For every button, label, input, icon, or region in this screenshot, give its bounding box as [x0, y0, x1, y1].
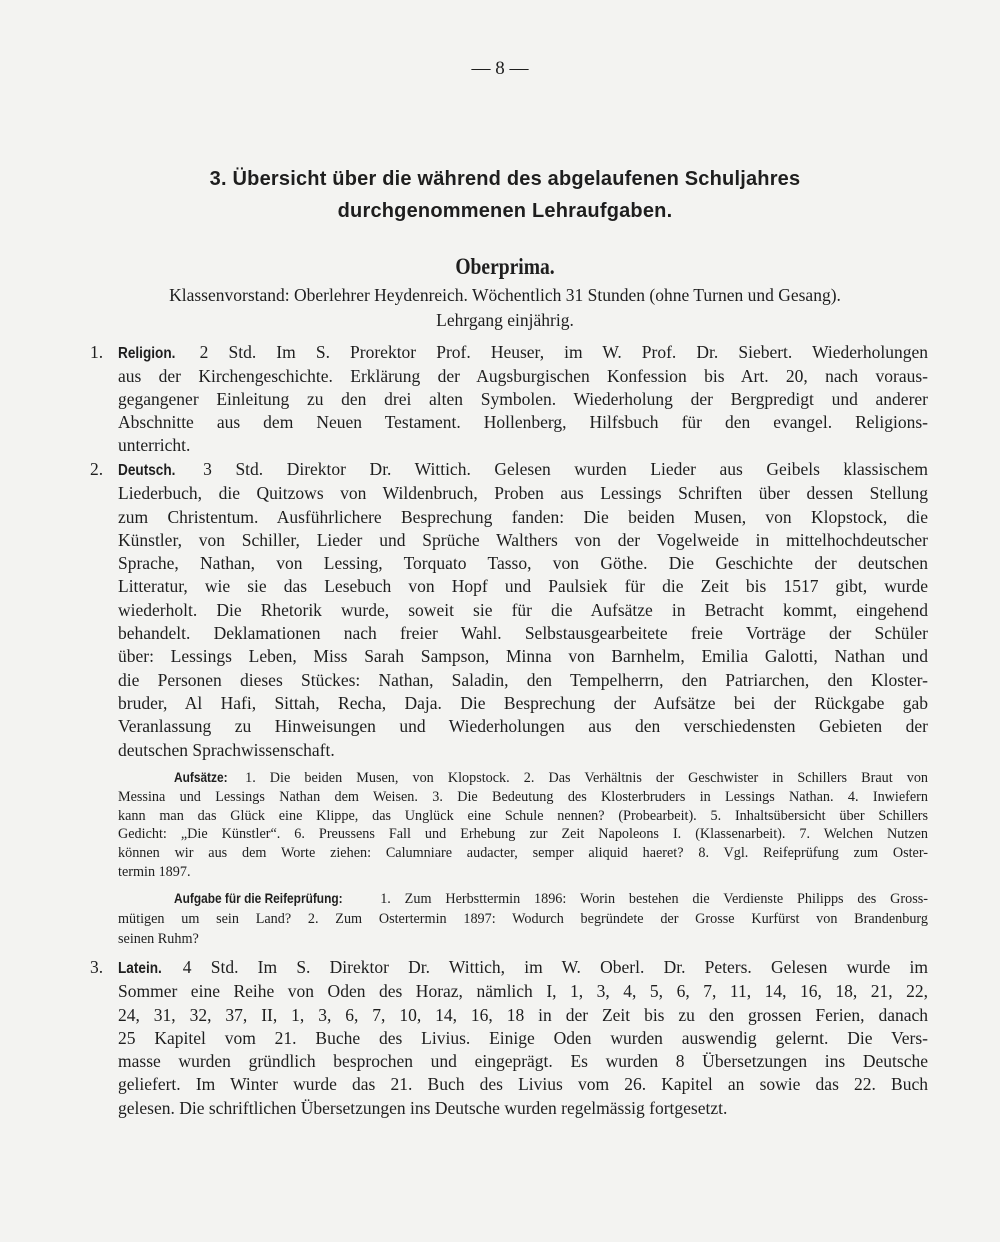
- subject-latein: [90, 956, 928, 1120]
- class-info: Klassenvorstand: Oberlehrer Heydenreich. Wöchentlich 31 Stunden (ohne Turnen und Gesang).: [169, 285, 841, 305]
- subject-heading: Religion.: [118, 345, 176, 362]
- text-line: [118, 622, 928, 645]
- text-line: [118, 552, 928, 575]
- line-text: unterricht.: [118, 435, 191, 455]
- text-line: [118, 844, 928, 863]
- line-text: gegangener Einleitung zu den drei alten Symbolen. Wiederholung der Bergpredigt und anderer: [118, 389, 928, 409]
- text-line: [118, 1097, 928, 1120]
- text-line: [118, 980, 928, 1003]
- text-line: [118, 482, 928, 505]
- line-text: geliefert. Im Winter wurde das 21. Buch des Livius vom 26. Kapitel an sowie das 22. Buch: [118, 1074, 928, 1095]
- line-text: können wir aus dem Worte ziehen: Calumniare audacter, semper aliquid haeret? 8. Vgl. Reifeprüfung zum Oster-: [118, 845, 928, 862]
- line-text: 4 Std. Im S. Direktor Dr. Wittich, im W. Oberl. Dr. Peters. Gelesen wurde im: [182, 957, 928, 977]
- subject-heading: Aufsätze:: [174, 769, 228, 785]
- text-line: [90, 956, 928, 980]
- subject-number: 3.: [90, 957, 104, 977]
- text-line: [118, 692, 928, 715]
- section-title-continued: durchgenommenen Lehraufgaben.: [337, 200, 673, 222]
- text-line: [118, 1027, 928, 1050]
- line-text: aus der Kirchengeschichte. Erklärung der Augsburgischen Konfession bis Art. 20, nach voraus-: [118, 366, 928, 386]
- line-text: 2 Std. Im S. Prorektor Prof. Heuser, im W. Prof. Dr. Siebert. Wiederholungen: [199, 342, 928, 362]
- line-text: Gedicht: „Die Künstler“. 6. Preussens Fall und Erhebung zur Zeit Napoleons I. (Klassenarbeit). 7. Welchen Nutzen: [118, 826, 928, 843]
- line-text: 1. Die beiden Musen, von Klopstock. 2. Das Verhältnis der Geschwister in Schillers Braut von: [245, 770, 929, 786]
- text-line: [118, 715, 928, 738]
- section-title: 3. Übersicht über die während des abgelaufenen Schuljahres: [209, 168, 801, 190]
- line-text: bruder, Al Hafi, Sittah, Recha, Daja. Die Besprechung der Aufsätze bei der Rückgabe gab: [118, 692, 928, 713]
- line-text: Sprache, Nathan, von Lessing, Torquato Tasso, von Göthe. Die Geschichte der deutschen: [118, 553, 928, 574]
- class-heading: Oberprima.: [455, 254, 555, 279]
- subject-number: 1.: [90, 342, 104, 362]
- text-line: [118, 739, 928, 762]
- text-line: [118, 645, 928, 668]
- line-text: zum Christentum. Ausführlichere Besprechung fanden: Die beiden Musen, von Klopstock, die: [118, 506, 928, 527]
- text-line: [118, 825, 928, 844]
- text-line: [118, 768, 928, 788]
- line-text: 25 Kapitel vom 21. Buche des Livius. Einige Oden wurden auswendig gelernt. Die Vers-: [118, 1027, 928, 1048]
- text-line: [118, 506, 928, 529]
- line-text: Liederbuch, die Quitzows von Wildenbruch, Proben aus Lessings Schriften über dessen Stellung: [118, 483, 928, 504]
- text-line: [118, 434, 928, 457]
- line-text: 24, 31, 32, 37, II, 1, 3, 6, 7, 10, 14, 16, 18 in der Zeit bis zu den grossen Ferien, danach: [118, 1004, 928, 1025]
- text-line: [118, 388, 928, 411]
- page-number: — 8 —: [471, 58, 529, 79]
- line-text: Veranlassung zu Hinweisungen und Wiederholungen aus den verschiedensten Gebieten der: [118, 716, 928, 737]
- line-text: kann man das Glück eine Klippe, das Unglück eine Schule nennen? (Probearbeit). 5. Inhaltsübersicht über Schillers: [118, 807, 928, 824]
- subject-heading: Deutsch.: [118, 462, 176, 479]
- text-line: [118, 599, 928, 622]
- text-line: [118, 788, 928, 807]
- text-line: [90, 458, 928, 482]
- line-text: seinen Ruhm?: [118, 931, 199, 947]
- text-line: [118, 575, 928, 598]
- text-line: [118, 1050, 928, 1073]
- line-text: termin 1897.: [118, 863, 191, 880]
- text-line: [118, 669, 928, 692]
- line-text: Abschnitte aus dem Neuen Testament. Hollenberg, Hilfsbuch für den evangel. Religions-: [118, 412, 928, 432]
- subject-aufsaetze: [118, 768, 928, 882]
- line-text: wiederholt. Die Rhetorik wurde, soweit sie für die Aufsätze in Betracht kommt, eingehend: [118, 599, 928, 620]
- line-text: 3 Std. Direktor Dr. Wittich. Gelesen wurden Lieder aus Geibels klassischem: [203, 459, 928, 479]
- subject-deutsch: [90, 458, 928, 762]
- text-line: [90, 341, 928, 365]
- line-text: Künstler, von Schiller, Lieder und Sprüche Walthers von der Vogelweide in mittelhochdeutscher: [118, 529, 928, 550]
- line-text: deutschen Sprachwissenschaft.: [118, 739, 335, 760]
- text-line: [118, 929, 928, 949]
- line-text: Litteratur, wie sie das Lesebuch von Hopf und Paulsiek für die Zeit bis 1517 gibt, wurde: [118, 576, 928, 597]
- line-text: 1. Zum Herbsttermin 1896: Worin bestehen die Verdienste Philipps des Gross-: [380, 891, 928, 907]
- text-line: [118, 529, 928, 552]
- line-text: die Personen dieses Stückes: Nathan, Saladin, den Tempelherrn, den Patriarchen, den Kloster-: [118, 669, 928, 690]
- line-text: über: Lessings Leben, Miss Sarah Sampson, Minna von Barnhelm, Emilia Galotti, Nathan und: [118, 646, 928, 667]
- subject-heading: Aufgabe für die Reifeprüfung:: [174, 890, 343, 906]
- line-text: mütigen um sein Land? 2. Zum Ostertermin 1897: Wodurch begründete der Grosse Kurfürst von Brandenburg: [118, 911, 928, 927]
- line-text: Sommer eine Reihe von Oden des Horaz, nämlich I, 1, 3, 4, 5, 6, 7, 11, 14, 16, 18, 21, 22,: [118, 981, 928, 1002]
- text-line: [118, 863, 928, 882]
- text-line: [118, 1004, 928, 1027]
- text-line: [118, 909, 928, 929]
- text-line: [118, 807, 928, 826]
- line-text: masse wurden gründlich besprochen und eingeprägt. Es wurden 8 Übersetzungen ins Deutsche: [118, 1051, 928, 1072]
- text-line: [118, 411, 928, 434]
- text-line: [118, 365, 928, 388]
- text-line: [118, 1073, 928, 1096]
- subject-heading: Latein.: [118, 960, 162, 977]
- text-line: [118, 888, 928, 909]
- line-text: behandelt. Deklamationen nach freier Wahl. Selbstausgearbeitete freie Vorträge der Schüler: [118, 623, 928, 644]
- subject-reifepruefung: [118, 888, 928, 949]
- course-info: Lehrgang einjährig.: [436, 310, 574, 330]
- line-text: gelesen. Die schriftlichen Übersetzungen ins Deutsche wurden regelmässig fortgesetzt.: [118, 1097, 728, 1118]
- line-text: Messina und Lessings Nathan dem Weisen. 3. Die Bedeutung des Klosterbruders in Lessings Nathan. 4. Inwiefern: [118, 788, 928, 805]
- subject-religion: [90, 341, 928, 457]
- subject-number: 2.: [90, 459, 104, 479]
